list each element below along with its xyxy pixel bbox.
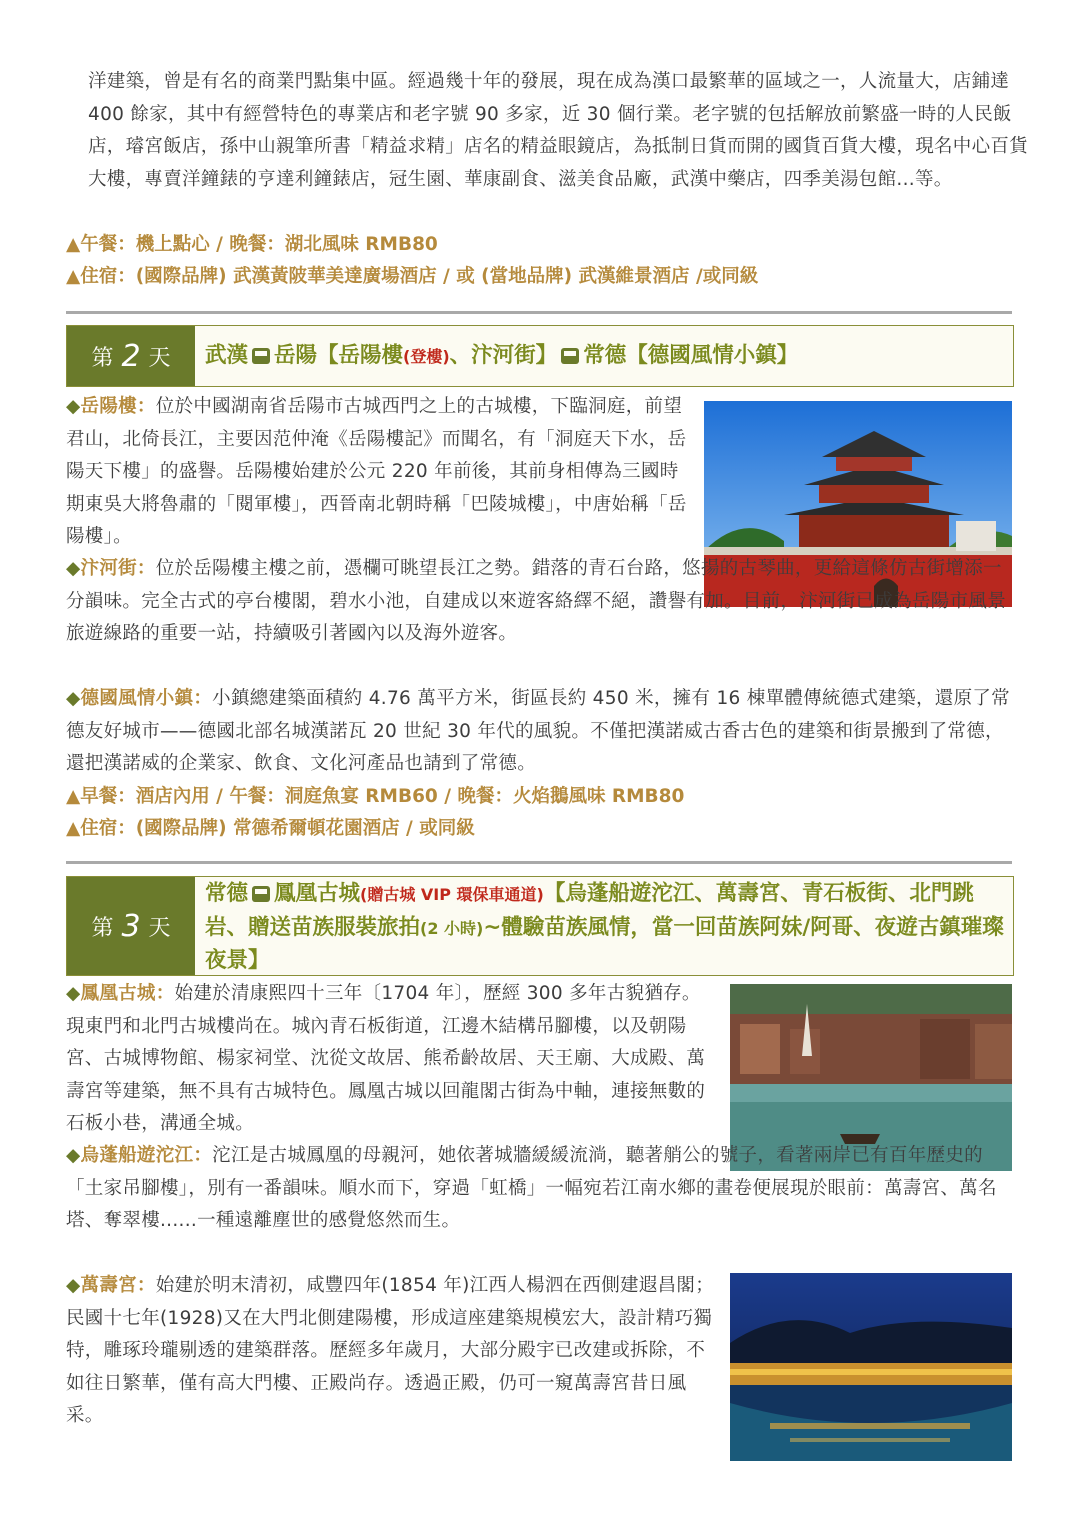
divider <box>66 861 1012 864</box>
item-text: 始建於清康熙四十三年〔1704 年〕，歷經 300 多年古貌猶存。現東門和北門古城樓尚在。城內青石板街道，江邊木結構吊腳樓，以及朝陽宮、古城博物館、楊家祠堂、沈從文故居、熊希齡故居、天王廟、大成殿、萬壽宮等建築，無不具有古城特色。鳳凰古城以回龍閣古街為中軸，連接無數的石板小巷，溝通全城。 <box>66 983 706 1134</box>
night-scene-photo <box>730 1273 1012 1461</box>
day2-hotel: ▲住宿：(國際品牌) 常德希爾頓花園酒店 / 或同級 <box>66 818 475 839</box>
title-part: 武漢 <box>205 343 249 368</box>
item-label: 岳陽樓： <box>80 396 156 417</box>
bus-icon <box>252 886 270 902</box>
day-suffix: 天 <box>148 345 171 371</box>
title-part: 常德【德國風情小鎮】 <box>583 343 799 368</box>
title-part: 、汴河街】 <box>449 343 558 368</box>
diamond-icon: ◆ <box>66 688 81 709</box>
item-text: 小鎮總建築面積約 4.76 萬平方米，街區長約 450 米，擁有 16 棟單體傳統德式建築，還原了常德友好城市——德國北部名城漢諾瓦 20 世紀 30 年代的風貌。不僅把漢諾威古香古色的建築和街景搬到了常德，還把漢諾威的企業家、飲食、文化河產品也請到了常德。 <box>66 688 1010 774</box>
day2-header <box>66 325 1014 387</box>
diamond-icon: ◆ <box>66 1145 81 1166</box>
intro-paragraph: 洋建築，曾是有名的商業門點集中區。經過幾十年的發展，現在成為漢口最繁華的區域之一，人流量大，店鋪達 400 餘家，其中有經營特色的專業店和老字號 90 多家，近 30 個行業。老字號的包括解放前繁盛一時的人民飯店，璿宮飯店，孫中山親筆所書「精益求精」店名的精益眼鏡店，為抵制日貨而開的國貨百貨大樓，現名中心百貨大樓，專賣洋鐘錶的亨達利鐘錶店，冠生園、華康副食、滋美食品廠，武漢中藥店，四季美湯包館...等。 <box>88 71 1029 190</box>
divider <box>66 311 1012 314</box>
day2-item-yueyang <box>66 391 692 554</box>
day2-badge <box>67 326 195 386</box>
diamond-icon: ◆ <box>66 396 81 417</box>
day-prefix: 第 <box>91 345 114 371</box>
day3-item-boat-tour <box>66 1140 1014 1238</box>
title-note: (登樓) <box>403 347 450 366</box>
day2-item-bianhe <box>66 553 1014 651</box>
item-text: 位於岳陽樓主樓之前，憑欄可眺望長江之勢。錯落的青石台路，悠揚的古琴曲，更給這條仿古街增添一分韻味。完全古式的亭台樓閣，碧水小池，自建成以來遊客絡繹不絕，讚譽有加。目前，汴河街已成為岳陽市風景旅遊線路的重要一站，持續吸引著國內以及海外遊客。 <box>66 558 1007 644</box>
item-label: 萬壽宮： <box>80 1275 156 1296</box>
day1-meals: ▲午餐：機上點心 / 晚餐：湖北風味 RMB80 <box>66 234 438 255</box>
day2-meals: ▲早餐：酒店內用 / 午餐：洞庭魚宴 RMB60 / 晚餐：火焰鵝風味 RMB80 <box>66 786 685 807</box>
diamond-icon: ◆ <box>66 1275 81 1296</box>
item-text: 始建於明末清初，咸豐四年(1854 年)江西人楊泗在西側建遐昌閣；民國十七年(1928)又在大門北側建陽樓，形成這座建築規模宏大，設計精巧獨特，雕琢玲瓏剔透的建築群落。歷經多年歲月，大部分殿宇已改建或拆除，不如往日繁華，僅有高大門樓、正殿尚存。透過正殿，仍可一窺萬壽宮昔日風采。 <box>66 1275 715 1426</box>
item-text: 沱江是古城鳳凰的母親河，她依著城牆緩緩流淌，聽著艄公的號子，看著兩岸已有百年歷史的「土家吊腳樓」，別有一番韻味。順水而下，穿過「虹橋」一幅宛若江南水鄉的畫卷便展現於眼前：萬壽宮、萬名塔、奪翠樓......一種遠離塵世的感覺悠然而生。 <box>66 1145 997 1231</box>
day2-title <box>205 340 1007 374</box>
title-note: (贈古城 VIP 環保車通道) <box>360 885 544 904</box>
day-number: 2 <box>121 338 141 374</box>
title-part: 【烏蓬船遊沱江、萬壽宮、青石板街、北門跳岩、贈送苗族服裝旅拍 <box>205 881 974 940</box>
item-label: 烏蓬船遊沱江： <box>80 1145 213 1166</box>
day3-item-wanshou-palace <box>66 1270 718 1433</box>
title-note: (2 小時) <box>420 918 484 938</box>
title-part: 常德 <box>205 881 249 906</box>
day-prefix: 第 <box>91 915 114 941</box>
day3-badge <box>67 877 195 975</box>
day1-hotel: ▲住宿：(國際品牌) 武漢黃陂華美達廣場酒店 / 或 (當地品牌) 武漢維景酒店 /或同級 <box>66 266 759 287</box>
item-label: 德國風情小鎮： <box>80 688 213 709</box>
diamond-icon: ◆ <box>66 558 81 579</box>
day3-title <box>205 878 1007 978</box>
day-number: 3 <box>121 908 141 944</box>
bus-icon <box>561 348 579 364</box>
day3-header <box>66 876 1014 976</box>
item-text: 位於中國湖南省岳陽市古城西門之上的古城樓，下臨洞庭，前望君山，北倚長江，主要因范仲淹《岳陽樓記》而聞名，有「洞庭天下水，岳陽天下樓」的盛譽。岳陽樓始建於公元 220 年前後，其前身相傳為三國時期東吳大將魯肅的「閱軍樓」，西晉南北朝時稱「巴陵城樓」，中唐始稱「岳陽樓」。 <box>66 396 687 547</box>
title-part: ~體驗苗族風情，當一回苗族阿妹/阿哥、夜遊古鎮璀璨夜景】 <box>205 914 1004 973</box>
bus-icon <box>252 348 270 364</box>
item-label: 汴河街： <box>80 558 156 579</box>
day2-item-german-town <box>66 683 1014 781</box>
title-part: 鳳凰古城 <box>274 881 361 906</box>
title-part: 岳陽【岳陽樓 <box>274 343 404 368</box>
day-suffix: 天 <box>148 915 171 941</box>
day3-item-fenghuang <box>66 978 718 1141</box>
diamond-icon: ◆ <box>66 983 81 1004</box>
item-label: 鳳凰古城： <box>80 983 175 1004</box>
